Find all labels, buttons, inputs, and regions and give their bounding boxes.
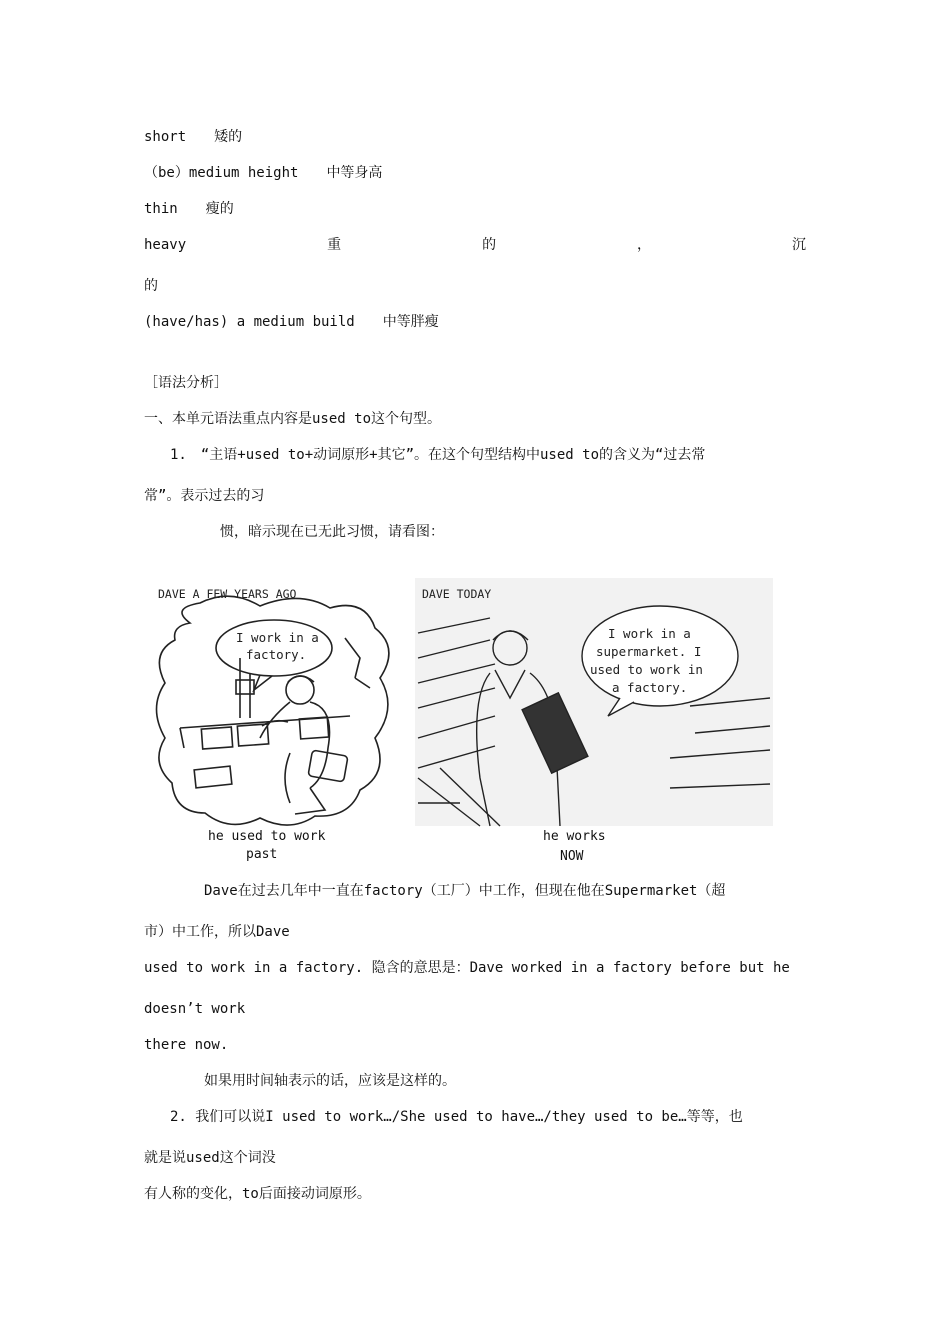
rule-2-line-1: 2. 我们可以说I used to work…/She used to have…/they used to be…等等，也 [170, 1109, 743, 1125]
right-bubble-line-2: supermarket. I [596, 644, 702, 659]
right-panel [415, 578, 773, 826]
grammar-header: ［语法分析］ [144, 375, 228, 391]
right-label-line-1: he works [543, 829, 606, 844]
left-label-line-1: he used to work [208, 829, 326, 844]
timeline-line: 如果用时间轴表示的话，应该是这样的。 [204, 1073, 456, 1089]
vocab-medium-build: (have/has) a medium build 中等胖瘦 [144, 314, 439, 330]
right-bubble-line-3: used to work in [590, 662, 703, 677]
rule-2-line-2: 就是说used这个词没 [144, 1150, 276, 1166]
para-1-line-1: Dave在过去几年中一直在factory（工厂）中工作，但现在他在Supermarket（超 [204, 883, 726, 899]
right-bubble-line-1: I work in a [608, 626, 691, 641]
right-label-line-2: NOW [560, 849, 584, 864]
para-1-line-5: there now. [144, 1037, 229, 1053]
vocab-thin: thin 瘦的 [144, 201, 234, 217]
rule-1-line-2: 常”。表示过去的习 [144, 488, 265, 504]
right-bubble-line-4: a factory. [612, 680, 688, 695]
vocab-short: short 矮的 [144, 129, 243, 145]
vocab-medium-height: （be）medium height 中等身高 [144, 165, 383, 181]
left-bubble-line-1: I work in a [236, 630, 319, 645]
right-caption: DAVE TODAY [422, 587, 492, 601]
grammar-point-1: 一、本单元语法重点内容是used to这个句型。 [144, 411, 441, 427]
vocab-heavy: heavy 重 的 ， 沉 [144, 237, 806, 253]
para-1-line-4: doesn’t work [144, 1001, 246, 1017]
left-bubble-text [236, 630, 319, 662]
vocab-heavy-wrap: 的 [144, 278, 158, 294]
para-1-line-3: used to work in a factory. 隐含的意思是：Dave worked in a factory before but he [144, 960, 790, 976]
left-bubble-line-2: factory. [246, 647, 307, 662]
para-1-line-2: 市）中工作，所以Dave [144, 924, 290, 940]
left-caption: DAVE A FEW YEARS AGO [158, 587, 297, 601]
rule-1-line-3: 惯，暗示现在已无此习惯，请看图： [220, 524, 444, 540]
comic-illustration [150, 578, 775, 868]
left-label-line-2: past [246, 847, 278, 862]
rule-1-line-1: 1. “主语+used to+动词原形+其它”。在这个句型结构中used to的含义为“过去常 [170, 447, 706, 463]
rule-2-line-3: 有人称的变化，to后面接动词原形。 [144, 1186, 371, 1202]
left-panel [157, 587, 389, 825]
